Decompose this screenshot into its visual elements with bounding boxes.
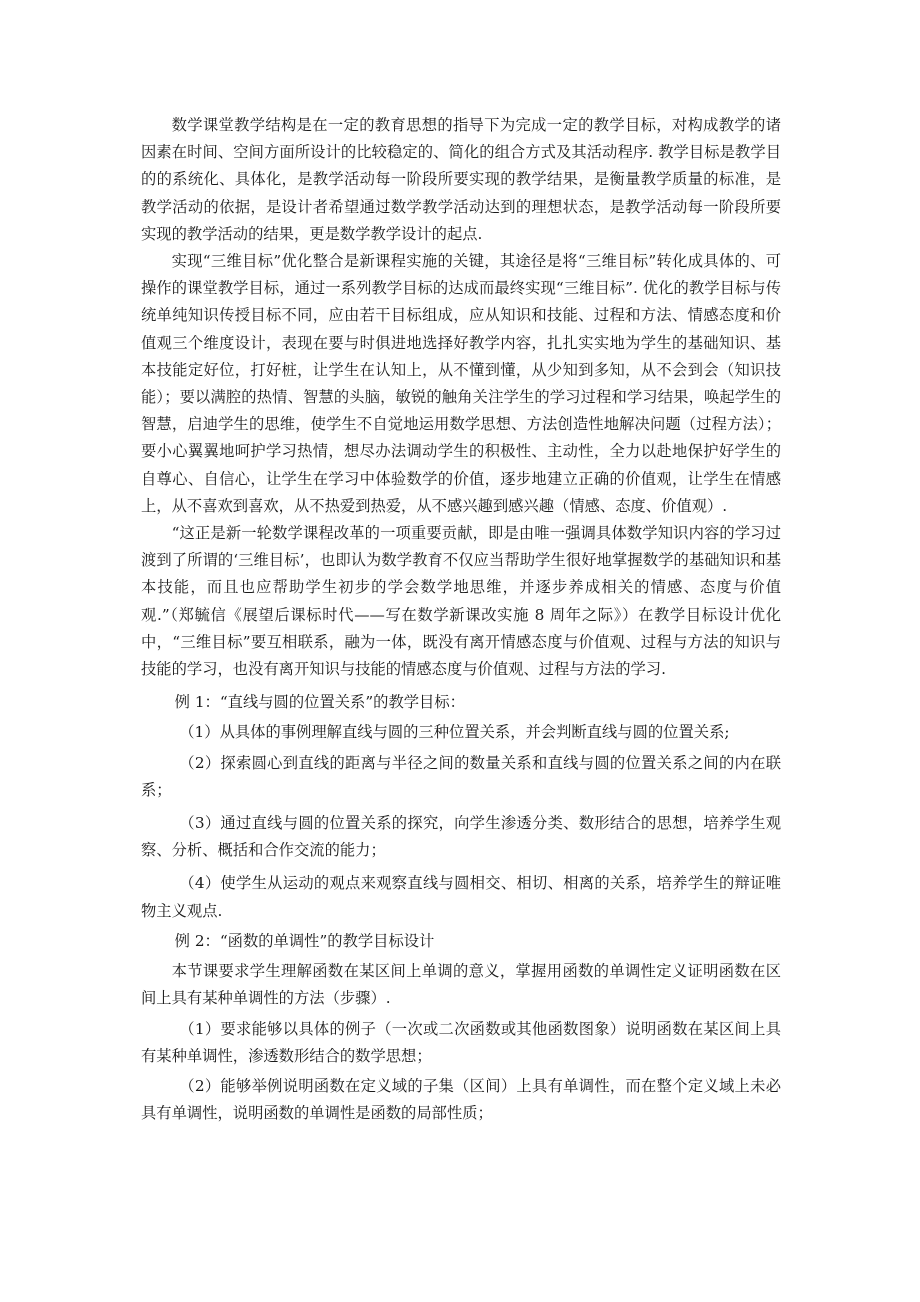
paragraph-three-dimensional-goals: 实现“三维目标”优化整合是新课程实施的关键，其途径是将“三维目标”转化成具体的、可操作的课堂教学目标，通过一系列教学目标的达成而最终实现“三维目标”. 优化的教学目标与传统单纯知识传授目标不同，应由若干目标组成，应从知识和技能、过程和方法、情感态度和价值观三个维度设计，表现在要与时俱进地选择好教学内容，扎扎实实地为学生的基础知识、基本技能定好位，打好桩，让学生在认知上，从不懂到懂，从少知到多知，从不会到会（知识技能）；要以满腔的热情、智慧的头脑，敏锐的触角关注学生的学习过程和学习结果，唤起学生的智慧，启迪学生的思维，使学生不自觉地运用数学思想、方法创造性地解决问题（过程方法）；要小心翼翼地呵护学习热情，想尽办法调动学生的积极性、主动性，全力以赴地保护好学生的自尊心、自信心，让学生在学习中体验数学的价值，逐步地建立正确的价值观，让学生在情感上，从不喜欢到喜欢，从不热爱到热爱，从不感兴趣到感兴趣（情感、态度、价值观）. [141, 252, 781, 515]
example-2-item: （1）要求能够以具体的例子（一次或二次函数或其他函数图象）说明函数在某区间上具有某种单调性，渗透数形结合的数学思想； [141, 1019, 781, 1065]
example-2-intro: 本节课要求学生理解函数在某区间上单调的意义，掌握用函数的单调性定义证明函数在区间上具有某种单调性的方法（步骤）. [141, 962, 781, 1008]
document-body [141, 112, 781, 1127]
example-1-item: （3）通过直线与圆的位置关系的探究，向学生渗透分类、数形结合的思想，培养学生观察、分析、概括和合作交流的能力； [141, 814, 781, 860]
example-1-item: （2）探索圆心到直线的距离与半径之间的数量关系和直线与圆的位置关系之间的内在联系； [141, 753, 781, 799]
paragraph-teaching-structure: 数学课堂教学结构是在一定的教育思想的指导下为完成一定的教学目标，对构成教学的诸因素在时间、空间方面所设计的比较稳定的、简化的组合方式及其活动程序. 教学目标是教学目的的系统化、具体化，是教学活动每一阶段所要实现的教学结果，是衡量教学质量的标准，是教学活动的依据，是设计者希望通过数学教学活动达到的理想状态，是教学活动每一阶段所要实现的教学活动的结果，更是数学教学设计的起点. [141, 116, 781, 243]
example-1-item: （1）从具体的事例理解直线与圆的三种位置关系，并会判断直线与圆的位置关系; [179, 723, 730, 742]
example-2-item: （2）能够举例说明函数在定义域的子集（区间）上具有单调性，而在整个定义域上未必具有单调性，说明函数的单调性是函数的局部性质； [141, 1076, 781, 1123]
example-1-item: （4）使学生从运动的观点来观察直线与圆相交、相切、相离的关系，培养学生的辩证唯物主义观点. [141, 874, 781, 920]
paragraph-quotation: “这正是新一轮数学课程改革的一项重要贡献，即是由唯一强调具体数学知识内容的学习过渡到了所谓的‘三维目标’，也即认为数学教育不仅应当帮助学生很好地掌握数学的基础知识和基本技能，而且也应帮助学生初步的学会数学地思维，并逐步养成相关的情感、态度与价值观.”（郑毓信《展望后课标时代——写在数学新课改实施 8 周年之际》）在教学目标设计优化中，“三维目标”要互相联系，融为一体，既没有离开情感态度与价值观、过程与方法的知识与技能的学习，也没有离开知识与技能的情感态度与价值观、过程与方法的学习. [141, 524, 781, 679]
example-2-title: 例 2：“函数的单调性”的教学目标设计 [174, 931, 435, 950]
example-1-title: 例 1：“直线与圆的位置关系”的教学目标： [174, 693, 465, 712]
